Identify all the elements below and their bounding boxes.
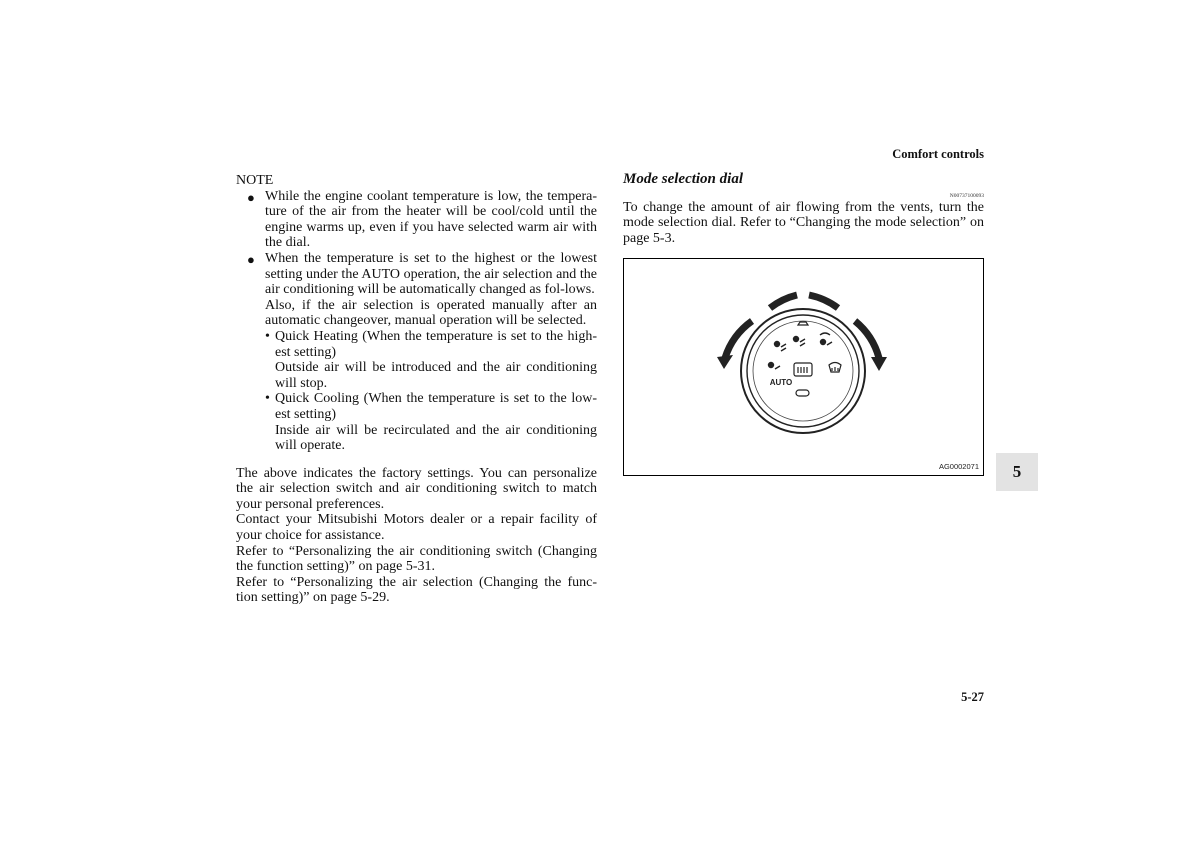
mode-dial-figure <box>623 258 984 476</box>
section-title: Mode selection dial <box>623 171 743 187</box>
note-bullet-1-text: While the engine coolant temperature is low, the tempera-ture of the air from the heater will be cool/cold until the engine warms up, even if you have selected warm air with the dial. <box>265 188 597 251</box>
note-title: NOTE <box>236 173 274 188</box>
note-bullet-2 <box>236 251 597 454</box>
quick-heating-item <box>265 329 597 391</box>
bullet-dot-icon: ● <box>247 251 255 267</box>
left-arrowhead-icon <box>717 355 733 369</box>
note-bullet-2-text: When the temperature is set to the highest or the lowest setting under the AUTO operation, the air selection and the air conditioning will be automatically changed as fol-lows. <box>265 250 597 298</box>
quick-heating-title: Quick Heating (When the temperature is set to the high-est setting) <box>275 328 597 360</box>
body-paragraph-1: The above indicates the factory settings. You can personalize the air selection switch and air conditioning switch to match your personal preferences. <box>236 465 597 512</box>
right-arrowhead-icon <box>871 357 887 371</box>
body-paragraph-3: Refer to “Personalizing the air conditioning switch (Changing the function setting)” on page 5-31. <box>236 543 597 575</box>
document-code: N00737100093 <box>949 192 984 199</box>
chapter-tab: 5 <box>996 453 1038 491</box>
figure-id: AG0002071 <box>938 462 979 471</box>
dial-auto-label: AUTO <box>769 378 793 387</box>
quick-cooling-text: Inside air will be recirculated and the air conditioning will operate. <box>275 422 597 454</box>
sub-bullet-icon: • <box>265 391 270 407</box>
sub-bullet-icon: • <box>265 328 270 344</box>
mode-dial-illustration <box>624 259 983 475</box>
note-bullet-2-extra: Also, if the air selection is operated manually after an automatic changeover, manual operation will be selected. <box>265 297 597 329</box>
body-paragraph-4: Refer to “Personalizing the air selection (Changing the func-tion setting)” on page 5-29. <box>236 574 597 606</box>
quick-cooling-item <box>265 391 597 453</box>
quick-heating-text: Outside air will be introduced and the air conditioning will stop. <box>275 360 597 391</box>
right-column <box>623 172 984 246</box>
note-bullet-1 <box>236 189 597 251</box>
bullet-dot-icon: ● <box>247 189 255 205</box>
quick-cooling-title: Quick Cooling (When the temperature is set to the low-est setting) <box>275 391 597 422</box>
page-number: 5-27 <box>961 690 984 704</box>
mode-paragraph: To change the amount of air flowing from the vents, turn the mode selection dial. Refer to “Changing the mode selection” on page 5-3. <box>623 199 984 246</box>
left-column <box>236 173 597 606</box>
running-header: Comfort controls <box>892 147 984 161</box>
body-paragraph-2: Contact your Mitsubishi Motors dealer or a repair facility of your choice for assistance. <box>236 512 597 544</box>
